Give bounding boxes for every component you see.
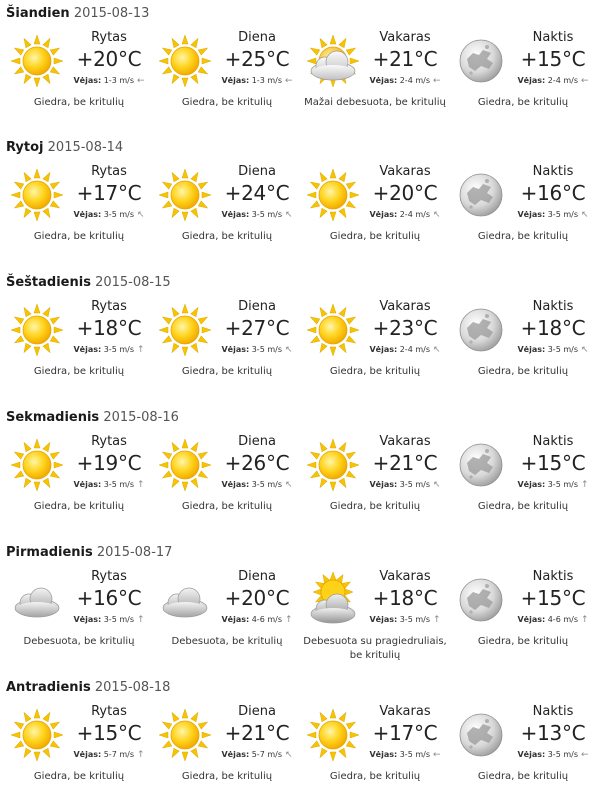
- sun-icon: [157, 167, 213, 223]
- temperature: +19°C: [76, 451, 142, 475]
- forecast-period: [301, 298, 449, 398]
- wind-direction-icon: ↑: [580, 615, 589, 625]
- wind-info: [67, 76, 151, 86]
- period-label: Vakaras: [379, 299, 431, 314]
- period-label: Vakaras: [379, 30, 431, 45]
- forecast-period: [449, 703, 595, 803]
- weather-description: Giedra, be kritulių: [181, 366, 273, 377]
- wind-info: [511, 480, 595, 490]
- wind-label: Vėjas:: [369, 750, 398, 759]
- wind-label: Vėjas:: [73, 345, 102, 354]
- weather-description: Giedra, be kritulių: [329, 771, 421, 782]
- weather-description: Giedra, be kritulių: [181, 97, 273, 108]
- forecast-period: [5, 568, 153, 668]
- day-block: [0, 677, 595, 805]
- wind-label: Vėjas:: [517, 345, 546, 354]
- wind-info: [511, 615, 595, 625]
- wind-label: Vėjas:: [517, 480, 546, 489]
- temperature: +15°C: [520, 451, 586, 475]
- temperature: +20°C: [76, 47, 142, 71]
- period-label: Rytas: [91, 30, 127, 45]
- weather-description: Giedra, be kritulių: [181, 231, 273, 242]
- wind-direction-icon: ↑: [284, 615, 293, 625]
- wind-info: [67, 615, 151, 625]
- moon-icon: [453, 707, 509, 763]
- forecast-period: [301, 163, 449, 263]
- day-block: [0, 542, 595, 670]
- moon-icon: [453, 33, 509, 89]
- wind-direction-icon: ←: [580, 750, 589, 760]
- wind-label: Vėjas:: [221, 76, 250, 85]
- wind-info: [67, 480, 151, 490]
- forecast-period: [153, 298, 301, 398]
- weather-description: Giedra, be kritulių: [329, 501, 421, 512]
- wind-direction-icon: ↑: [136, 615, 145, 625]
- wind-label: Vėjas:: [221, 750, 250, 759]
- moon-icon: [453, 302, 509, 358]
- temperature: +26°C: [224, 451, 290, 475]
- period-label: Vakaras: [379, 434, 431, 449]
- weather-description: Giedra, be kritulių: [477, 501, 569, 512]
- wind-info: [215, 750, 299, 760]
- temperature: +18°C: [520, 316, 586, 340]
- wind-label: Vėjas:: [517, 615, 546, 624]
- day-date: 2015-08-16: [103, 410, 179, 425]
- weather-description: Mažai debesuota, be kritulių: [304, 97, 446, 108]
- sun-cloud-icon: [305, 33, 361, 89]
- day-title: [6, 680, 170, 695]
- period-label: Naktis: [532, 434, 574, 449]
- temperature: +20°C: [372, 181, 438, 205]
- wind-speed: 5-7 m/s: [251, 750, 282, 759]
- moon-icon: [453, 167, 509, 223]
- wind-direction-icon: ↖: [284, 480, 293, 490]
- wind-speed: 3-5 m/s: [399, 615, 430, 624]
- forecast-period: [301, 433, 449, 533]
- wind-direction-icon: ↖: [136, 210, 145, 220]
- temperature: +16°C: [76, 586, 142, 610]
- weather-description: Giedra, be kritulių: [329, 366, 421, 377]
- wind-speed: 3-5 m/s: [399, 480, 430, 489]
- temperature: +18°C: [372, 586, 438, 610]
- wind-speed: 4-6 m/s: [547, 615, 578, 624]
- period-label: Diena: [238, 299, 276, 314]
- period-label: Rytas: [91, 434, 127, 449]
- sun-icon: [157, 707, 213, 763]
- period-label: Naktis: [532, 30, 574, 45]
- wind-speed: 3-5 m/s: [103, 480, 134, 489]
- day-name: Sekmadienis: [6, 410, 100, 425]
- wind-speed: 3-5 m/s: [251, 210, 282, 219]
- wind-speed: 3-5 m/s: [103, 345, 134, 354]
- period-label: Naktis: [532, 569, 574, 584]
- wind-label: Vėjas:: [369, 76, 398, 85]
- weather-description: Giedra, be kritulių: [477, 366, 569, 377]
- forecast-period: [301, 568, 449, 668]
- wind-info: [215, 210, 299, 220]
- sun-icon: [305, 167, 361, 223]
- wind-direction-icon: ↑: [432, 615, 441, 625]
- wind-info: [215, 615, 299, 625]
- wind-info: [363, 210, 447, 220]
- forecast-period: [449, 568, 595, 668]
- wind-speed: 2-4 m/s: [399, 210, 430, 219]
- wind-direction-icon: ↑: [136, 750, 145, 760]
- temperature: +17°C: [372, 721, 438, 745]
- weather-description: Giedra, be kritulių: [33, 366, 125, 377]
- temperature: +20°C: [224, 586, 290, 610]
- forecast-period: [153, 703, 301, 803]
- temperature: +13°C: [520, 721, 586, 745]
- wind-label: Vėjas:: [517, 210, 546, 219]
- forecast-period: [449, 433, 595, 533]
- period-label: Rytas: [91, 299, 127, 314]
- sun-icon: [157, 33, 213, 89]
- wind-label: Vėjas:: [517, 76, 546, 85]
- weather-description: Giedra, be kritulių: [33, 231, 125, 242]
- day-title: [6, 545, 172, 560]
- wind-direction-icon: ←: [580, 76, 589, 86]
- temperature: +24°C: [224, 181, 290, 205]
- wind-direction-icon: ↑: [580, 480, 589, 490]
- sun-icon: [9, 33, 65, 89]
- forecast-period: [153, 568, 301, 668]
- wind-direction-icon: ↖: [432, 210, 441, 220]
- wind-info: [215, 480, 299, 490]
- sun-icon: [9, 707, 65, 763]
- day-name: Pirmadienis: [6, 545, 93, 560]
- temperature: +23°C: [372, 316, 438, 340]
- wind-label: Vėjas:: [221, 210, 250, 219]
- wind-direction-icon: ↖: [580, 345, 589, 355]
- wind-direction-icon: ←: [432, 750, 441, 760]
- wind-direction-icon: ←: [136, 76, 145, 86]
- wind-speed: 3-5 m/s: [547, 750, 578, 759]
- wind-label: Vėjas:: [73, 210, 102, 219]
- wind-label: Vėjas:: [369, 615, 398, 624]
- wind-direction-icon: ↖: [284, 210, 293, 220]
- wind-label: Vėjas:: [517, 750, 546, 759]
- period-label: Vakaras: [379, 164, 431, 179]
- period-label: Naktis: [532, 704, 574, 719]
- temperature: +16°C: [520, 181, 586, 205]
- day-title: [6, 410, 179, 425]
- day-date: 2015-08-17: [96, 545, 173, 560]
- wind-speed: 2-4 m/s: [399, 345, 430, 354]
- day-name: Rytoj: [6, 140, 44, 155]
- wind-speed: 3-5 m/s: [547, 345, 578, 354]
- sun-icon: [305, 707, 361, 763]
- day-name: Antradienis: [6, 680, 91, 695]
- period-label: Rytas: [91, 569, 127, 584]
- wind-info: [363, 750, 447, 760]
- wind-info: [363, 480, 447, 490]
- wind-direction-icon: ↑: [136, 345, 145, 355]
- day-name: Šiandien: [6, 6, 70, 21]
- sun-behind-cloud-icon: [305, 572, 361, 628]
- period-label: Naktis: [532, 299, 574, 314]
- day-title: [6, 6, 149, 21]
- weather-description: Debesuota, be kritulių: [171, 636, 283, 647]
- period-label: Diena: [238, 569, 276, 584]
- wind-info: [363, 345, 447, 355]
- weather-description: Giedra, be kritulių: [33, 501, 125, 512]
- wind-speed: 3-5 m/s: [251, 480, 282, 489]
- temperature: +21°C: [372, 47, 438, 71]
- wind-info: [215, 345, 299, 355]
- wind-speed: 3-5 m/s: [399, 750, 430, 759]
- sun-icon: [305, 302, 361, 358]
- day-date: 2015-08-14: [47, 140, 124, 155]
- period-label: Diena: [238, 164, 276, 179]
- wind-info: [511, 210, 595, 220]
- day-title: [6, 275, 171, 290]
- weather-description: Giedra, be kritulių: [181, 501, 273, 512]
- forecast-period: [5, 29, 153, 129]
- weather-description: Giedra, be kritulių: [181, 771, 273, 782]
- forecast-period: [153, 29, 301, 129]
- wind-info: [215, 76, 299, 86]
- weather-description: Giedra, be kritulių: [477, 636, 569, 647]
- day-block: [0, 407, 595, 535]
- period-label: Diena: [238, 30, 276, 45]
- sun-icon: [9, 437, 65, 493]
- sun-icon: [305, 437, 361, 493]
- forecast-period: [449, 29, 595, 129]
- wind-speed: 5-7 m/s: [103, 750, 134, 759]
- forecast-period: [153, 163, 301, 263]
- wind-speed: 3-5 m/s: [251, 345, 282, 354]
- wind-info: [67, 750, 151, 760]
- day-title: [6, 140, 123, 155]
- wind-label: Vėjas:: [73, 76, 102, 85]
- temperature: +18°C: [76, 316, 142, 340]
- cloud-icon: [9, 572, 65, 628]
- wind-speed: 2-4 m/s: [547, 76, 578, 85]
- wind-label: Vėjas:: [73, 480, 102, 489]
- forecast-period: [5, 703, 153, 803]
- wind-direction-icon: ↖: [432, 480, 441, 490]
- forecast-period: [449, 298, 595, 398]
- wind-label: Vėjas:: [221, 345, 250, 354]
- wind-direction-icon: ↖: [432, 345, 441, 355]
- weather-description: Giedra, be kritulių: [477, 771, 569, 782]
- temperature: +21°C: [224, 721, 290, 745]
- forecast-period: [449, 163, 595, 263]
- forecast-period: [5, 298, 153, 398]
- weather-description: Giedra, be kritulių: [33, 771, 125, 782]
- weather-description: Giedra, be kritulių: [33, 97, 125, 108]
- wind-speed: 3-5 m/s: [547, 210, 578, 219]
- wind-info: [511, 345, 595, 355]
- period-label: Rytas: [91, 704, 127, 719]
- weather-description: Giedra, be kritulių: [477, 231, 569, 242]
- day-name: Šeštadienis: [6, 275, 91, 290]
- temperature: +25°C: [224, 47, 290, 71]
- wind-label: Vėjas:: [369, 480, 398, 489]
- period-label: Rytas: [91, 164, 127, 179]
- temperature: +17°C: [76, 181, 142, 205]
- temperature: +15°C: [520, 586, 586, 610]
- wind-label: Vėjas:: [369, 345, 398, 354]
- wind-label: Vėjas:: [73, 615, 102, 624]
- temperature: +15°C: [520, 47, 586, 71]
- period-label: Diena: [238, 704, 276, 719]
- day-date: 2015-08-15: [95, 275, 171, 290]
- weather-description: Giedra, be kritulių: [329, 231, 421, 242]
- wind-label: Vėjas:: [221, 480, 250, 489]
- wind-info: [363, 76, 447, 86]
- wind-speed: 1-3 m/s: [251, 76, 282, 85]
- wind-speed: 3-5 m/s: [103, 210, 134, 219]
- wind-label: Vėjas:: [221, 615, 250, 624]
- day-date: 2015-08-13: [73, 6, 150, 21]
- wind-info: [67, 210, 151, 220]
- forecast-period: [301, 703, 449, 803]
- wind-info: [511, 750, 595, 760]
- day-date: 2015-08-18: [94, 680, 171, 695]
- wind-direction-icon: ↑: [136, 480, 145, 490]
- sun-icon: [157, 437, 213, 493]
- period-label: Vakaras: [379, 569, 431, 584]
- period-label: Vakaras: [379, 704, 431, 719]
- temperature: +21°C: [372, 451, 438, 475]
- wind-speed: 3-5 m/s: [103, 615, 134, 624]
- wind-direction-icon: ↖: [580, 210, 589, 220]
- wind-info: [363, 615, 447, 625]
- day-block: [0, 137, 595, 265]
- sun-icon: [9, 167, 65, 223]
- wind-speed: 4-6 m/s: [251, 615, 282, 624]
- moon-icon: [453, 437, 509, 493]
- forecast-period: [301, 29, 449, 129]
- forecast-period: [5, 433, 153, 533]
- sun-icon: [9, 302, 65, 358]
- wind-speed: 3-5 m/s: [547, 480, 578, 489]
- forecast-period: [5, 163, 153, 263]
- weather-description: Giedra, be kritulių: [477, 97, 569, 108]
- wind-direction-icon: ←: [432, 76, 441, 86]
- sun-icon: [157, 302, 213, 358]
- wind-label: Vėjas:: [369, 210, 398, 219]
- wind-label: Vėjas:: [73, 750, 102, 759]
- wind-direction-icon: ↖: [284, 750, 293, 760]
- wind-speed: 1-3 m/s: [103, 76, 134, 85]
- day-block: [0, 272, 595, 400]
- temperature: +27°C: [224, 316, 290, 340]
- weather-description: Debesuota, be kritulių: [23, 636, 135, 647]
- wind-direction-icon: ↖: [284, 345, 293, 355]
- wind-info: [511, 76, 595, 86]
- moon-icon: [453, 572, 509, 628]
- weather-description: Debesuota su pragiedruliais, be kritulių: [303, 636, 447, 661]
- temperature: +15°C: [76, 721, 142, 745]
- wind-info: [67, 345, 151, 355]
- period-label: Naktis: [532, 164, 574, 179]
- wind-direction-icon: ←: [284, 76, 293, 86]
- day-block: [0, 3, 595, 131]
- wind-speed: 2-4 m/s: [399, 76, 430, 85]
- forecast-period: [153, 433, 301, 533]
- cloud-icon: [157, 572, 213, 628]
- period-label: Diena: [238, 434, 276, 449]
